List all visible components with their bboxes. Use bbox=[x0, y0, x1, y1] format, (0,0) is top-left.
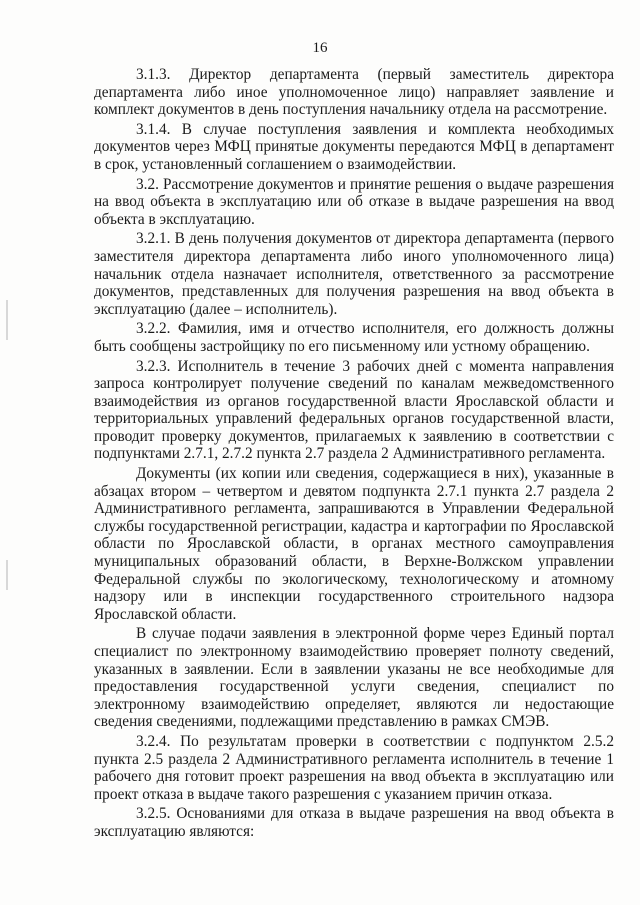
paragraph-3-2-2: 3.2.2. Фамилия, имя и отчество исполнителя, его должность должны быть сообщены застройщику по его письменному или устному обращению. bbox=[94, 320, 614, 355]
paragraph-3-2-4: 3.2.4. По результатам проверки в соответствии с подпунктом 2.5.2 пункта 2.5 раздела 2 Административного регламента исполнитель в течение 1 рабочего дня готовит проект разрешения на ввод объекта в эксплуатацию или проект отказа в выдаче такого разрешения с указанием причин отказа. bbox=[94, 732, 614, 803]
paragraph-3-1-3: 3.1.3. Директор департамента (первый заместитель директора департамента либо иное уполномоченное лицо) направляет заявление и комплект документов в день поступления начальнику отдела на рассмотрение. bbox=[94, 66, 614, 119]
paragraph-3-1-4: 3.1.4. В случае поступления заявления и комплекта необходимых документов через МФЦ принятые документы передаются МФЦ в департамент в срок, установленный соглашением о взаимодействии. bbox=[94, 120, 614, 173]
document-body bbox=[94, 66, 614, 843]
scan-edge-mark bbox=[6, 300, 8, 340]
paragraph-3-2-5: 3.2.5. Основаниями для отказа в выдаче разрешения на ввод объекта в эксплуатацию являются: bbox=[94, 805, 614, 840]
paragraph-3-2-3: 3.2.3. Исполнитель в течение 3 рабочих дней с момента направления запроса контролирует получение сведений по каналам межведомственного взаимодействия из органов государственной власти Ярославской области и территориальных управлений федеральных органов государственной власти, проводит проверку документов, прилагаемых к заявлению в соответствии с подпунктами 2.7.1, 2.7.2 пункта 2.7 раздела 2 Административного регламента. bbox=[94, 357, 614, 463]
paragraph-3-2-1: 3.2.1. В день получения документов от директора департамента (первого заместителя директора департамента либо иного уполномоченного лица) начальник отдела назначает исполнителя, ответственного за рассмотрение документов, представленных для получения разрешения на ввод объекта в эксплуатацию (далее – исполнитель). bbox=[94, 230, 614, 318]
page-number: 16 bbox=[312, 40, 328, 56]
paragraph-electronic-form: В случае подачи заявления в электронной форме через Единый портал специалист по электронному взаимодействию проверяет полноту сведений, указанных в заявлении. Если в заявлении указаны не все необходимые для предоставления государственной услуги сведения, специалист по электронному взаимодействию определяет, являются ли недостающие сведения сведениями, подлежащими представлению в рамках СМЭВ. bbox=[94, 625, 614, 731]
paragraph-3-2: 3.2. Рассмотрение документов и принятие решения о выдаче разрешения на ввод объекта в эксплуатацию или об отказе в выдаче разрешения на ввод объекта в эксплуатацию. bbox=[94, 175, 614, 228]
scan-edge-mark bbox=[6, 560, 8, 590]
paragraph-documents: Документы (их копии или сведения, содержащиеся в них), указанные в абзацах втором – четвертом и девятом подпункта 2.7.1 пункта 2.7 раздела 2 Административного регламента, запрашиваются в Управлении Федеральной службы государственной регистрации, кадастра и картографии по Ярославской области по Ярославской области, в органах местного самоуправления муниципальных образований области, в Верхне-Волжском управлении Федеральной службы по экологическому, технологическому и атомному надзору или в инспекции государственного строительного надзора Ярославской области. bbox=[94, 465, 614, 623]
